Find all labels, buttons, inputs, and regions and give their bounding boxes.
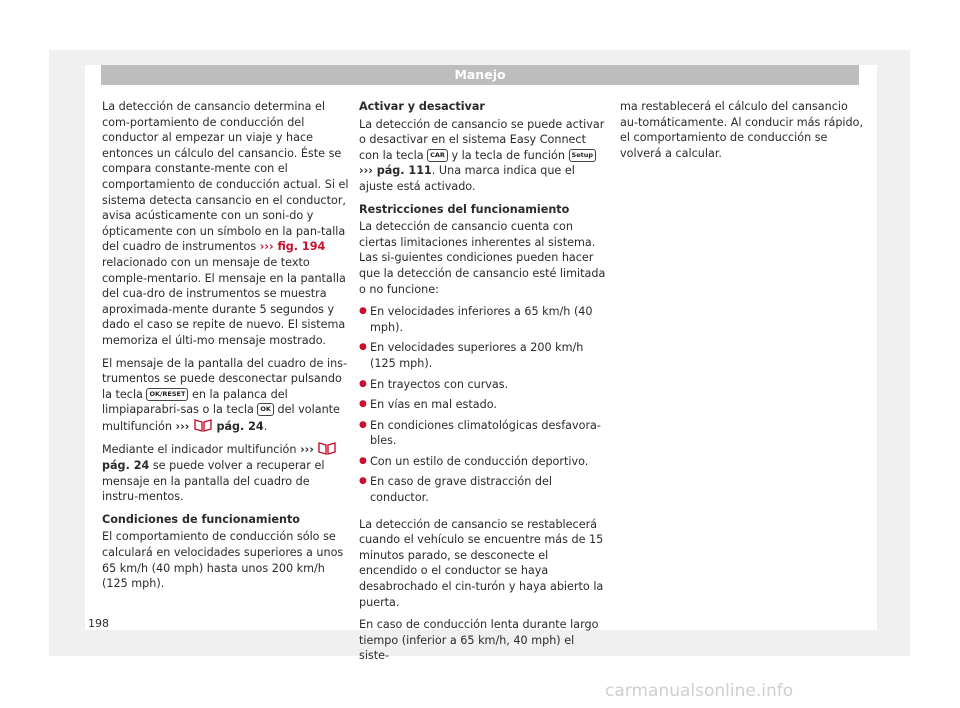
paragraph: La detección de cansancio se restablecerá cuando el vehículo se encuentre más de 15 minutos parado, se desconecte el encendido o el conductor se haya desabrochado el cin-turón y haya abierto la puerta.: [359, 517, 604, 609]
manual-book-icon: [193, 418, 213, 432]
subheading: Condiciones de funcionamiento: [102, 512, 300, 526]
watermark: carmanualsonline.info: [605, 681, 794, 701]
car-key-icon: CAR: [427, 149, 448, 162]
text-column-3: [620, 99, 867, 168]
page-reference-link[interactable]: ››› pág. 111: [359, 164, 432, 178]
list-item: ● En trayectos con curvas.: [359, 377, 509, 391]
bullet-icon: ●: [359, 476, 367, 487]
figure-reference-link[interactable]: ››› fig. 194: [259, 240, 326, 254]
reference-arrow: ›››: [175, 419, 190, 433]
subheading: Activar y desactivar: [359, 100, 485, 113]
paragraph: [359, 117, 606, 195]
ok-reset-key-icon: OK/RESET: [146, 388, 188, 401]
list-item: ● En vías en mal estado.: [359, 398, 497, 412]
paragraph: ma restablecerá el cálculo del cansancio au-tomáticamente. Al conducir más rápido, el comportamiento de conducción se volverá a calcular.: [620, 100, 864, 160]
list-item: ● Con un estilo de conducción deportivo.: [359, 454, 589, 468]
paragraph: [102, 356, 349, 435]
list-item: ● En velocidades inferiores a 65 km/h (40 mph).: [359, 305, 593, 334]
bullet-icon: ●: [359, 378, 367, 389]
bullet-icon: ●: [359, 306, 367, 317]
list-item: ● En velocidades superiores a 200 km/h (125 mph).: [359, 341, 584, 370]
bullet-icon: ●: [359, 419, 367, 430]
list-item: ● En caso de grave distracción del conductor.: [359, 475, 552, 505]
paragraph-text: Mediante el indicador multifunción: [102, 443, 297, 457]
paragraph-text: y la tecla de función: [451, 148, 565, 162]
section-header: Manejo: [101, 65, 859, 85]
text-column-2: [359, 99, 606, 671]
paragraph-text: La detección de cansancio determina el com-portamiento de conducción del conductor al empezar un viaje y hace entonces un cálculo del cansancio. Éste se compara constante-mente con el comportamiento de conducción actual. Si el sistema detecta cansancio en el conductor, avisa acústicamente con un soni-do y ópticamente con un símbolo en la pan-talla del cuadro de instrumentos: [102, 100, 349, 254]
paragraph-text: se puede volver a recuperar el mensaje en la pantalla del cuadro de instru-mentos.: [102, 459, 325, 504]
paragraph: En caso de conducción lenta durante largo tiempo (inferior a 65 km/h, 40 mph) el siste-: [359, 618, 599, 663]
ok-key-icon: OK: [257, 403, 274, 416]
manual-book-icon: [317, 441, 337, 455]
paragraph: [102, 99, 349, 349]
setup-key-icon: Setup: [569, 149, 596, 162]
bullet-icon: ●: [359, 399, 367, 410]
reference-arrow: ›››: [300, 443, 314, 457]
bullet-icon: ●: [359, 455, 367, 466]
paragraph-text: relacionado con un mensaje de texto comple-mentario. El mensaje en la pantalla del cua-dro de instrumentos se muestra aproximada-mente durante 5 segundos y dado el caso se repite de nuevo. El sistema memoriza el últi-mo mensaje mostrado.: [102, 255, 346, 347]
paragraph-text: El mensaje de la pantalla del cuadro de ins-trumentos se puede desconectar pulsando la tecla: [102, 356, 348, 401]
subheading: Restricciones del funcionamiento: [359, 202, 570, 216]
bullet-icon: ●: [359, 342, 367, 353]
paragraph: El comportamiento de conducción sólo se calculará en velocidades superiores a unos 65 km/h (40 mph) hasta unos 200 km/h (125 mph).: [102, 530, 344, 591]
text-column-1: [102, 99, 349, 599]
paragraph: La detección de cansancio cuenta con ciertas limitaciones inherentes al sistema. Las si-guientes condiciones pueden hacer que la detección de cansancio esté limitada o no funcione:: [359, 220, 606, 296]
page-reference-link[interactable]: pág. 24: [216, 419, 264, 433]
punctuation: .: [263, 419, 268, 433]
paragraph-text: en la palanca del limpiaparabri-sas o la tecla: [102, 387, 288, 417]
list-item: ● En condiciones climatológicas desfavora-bles.: [359, 418, 601, 448]
bullet-list: [359, 304, 606, 506]
page-number: 198: [88, 617, 109, 630]
paragraph-text: . Una marca indica que el ajuste está activado.: [359, 164, 575, 193]
paragraph-text: del volante multifunción: [102, 403, 340, 433]
paragraph-text: La detección de cansancio se puede activar o desactivar en el sistema Easy Connect con la tecla: [359, 117, 605, 162]
page-reference-link[interactable]: pág. 24: [102, 459, 150, 473]
paragraph: [102, 441, 349, 504]
